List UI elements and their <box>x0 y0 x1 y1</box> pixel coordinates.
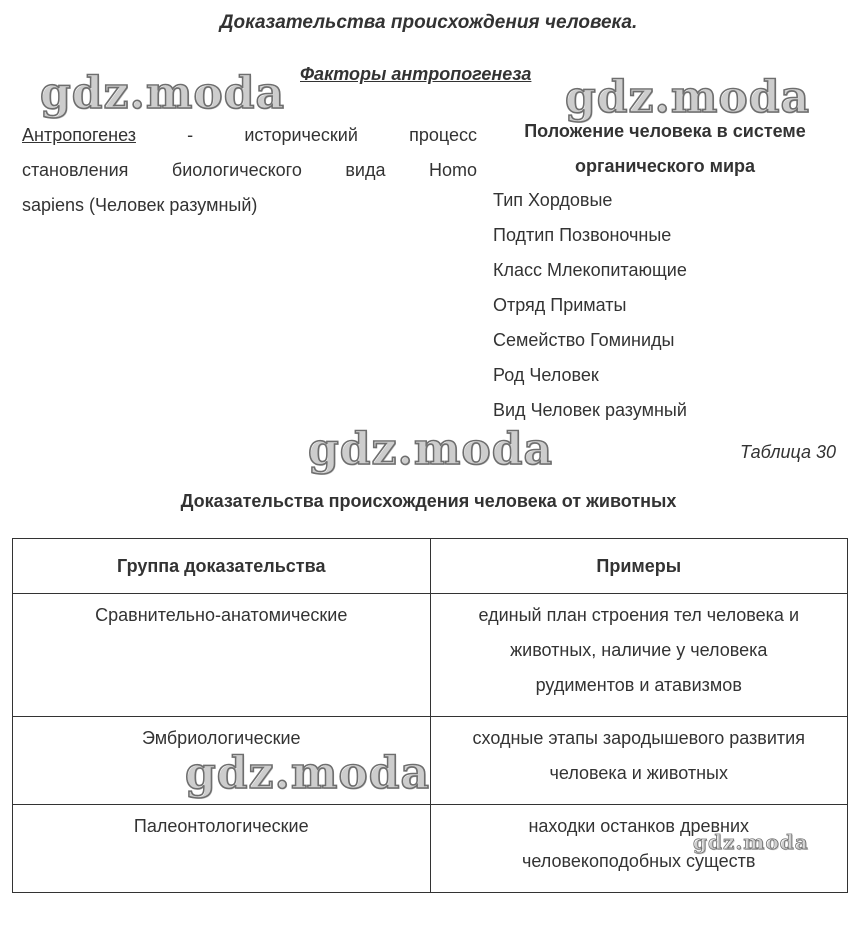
page-title: Доказательства происхождения человека. <box>219 12 638 33</box>
taxon-item: Род Человек <box>493 365 599 385</box>
position-heading-line: Положение человека в системе <box>524 121 806 141</box>
taxon-item: Подтип Позвоночные <box>493 225 672 245</box>
example-line: сходные этапы зародышевого развития <box>472 728 805 748</box>
example-line: животных, наличие у человека <box>510 640 768 660</box>
example-line: находки останков древних <box>528 816 750 836</box>
column-header-group: Группа доказательства <box>13 539 431 594</box>
watermark-logo: gdz.moda <box>565 72 811 123</box>
watermark-logo: gdz.moda <box>693 830 809 854</box>
table-row <box>13 594 848 717</box>
position-heading-line: органического мира <box>574 156 756 176</box>
taxon-item: Тип Хордовые <box>493 190 613 210</box>
definition-word: становления <box>22 160 129 180</box>
definition-term: Антропогенез <box>22 125 136 145</box>
definition-word: исторический <box>244 125 358 145</box>
definition-paragraph <box>22 118 477 223</box>
example-line: человекоподобных существ <box>522 851 756 871</box>
section-subtitle: Факторы антропогенеза <box>300 64 532 84</box>
taxon-item: Отряд Приматы <box>493 295 627 315</box>
column-header-examples: Примеры <box>430 539 847 594</box>
taxon-item: Семейство Гоминиды <box>493 330 675 350</box>
definition-line-2 <box>22 153 477 188</box>
evidence-group-cell: Сравнительно-анатомические <box>13 594 431 717</box>
evidence-group-cell: Эмбриологические <box>13 717 431 805</box>
definition-word: процесс <box>409 125 477 145</box>
table-label: Таблица 30 <box>740 442 837 462</box>
watermark-logo: gdz.moda <box>185 748 431 799</box>
definition-word: биологического <box>171 160 302 180</box>
definition-line-1 <box>22 118 477 153</box>
example-line: человека и животных <box>549 763 728 783</box>
table-header-row <box>13 539 848 594</box>
evidence-example-cell <box>430 717 847 805</box>
evidence-group-cell: Палеонтологические <box>13 805 431 893</box>
definition-word: - <box>187 125 194 145</box>
example-line: единый план строения тел человека и <box>478 605 800 625</box>
definition-line-3: sapiens (Человек разумный) <box>22 195 258 215</box>
position-heading <box>495 114 835 184</box>
taxonomy-list <box>493 183 687 428</box>
watermark-logo: gdz.moda <box>308 424 554 475</box>
table-title: Доказательства происхождения человека от животных <box>180 491 677 511</box>
taxon-item: Класс Млекопитающие <box>493 260 687 280</box>
watermark-logo: gdz.moda <box>40 68 286 119</box>
taxon-item: Вид Человек разумный <box>493 400 687 420</box>
example-line: рудиментов и атавизмов <box>535 675 742 695</box>
evidence-example-cell <box>430 594 847 717</box>
definition-word: вида <box>345 160 386 180</box>
definition-word: Homo <box>428 160 477 180</box>
